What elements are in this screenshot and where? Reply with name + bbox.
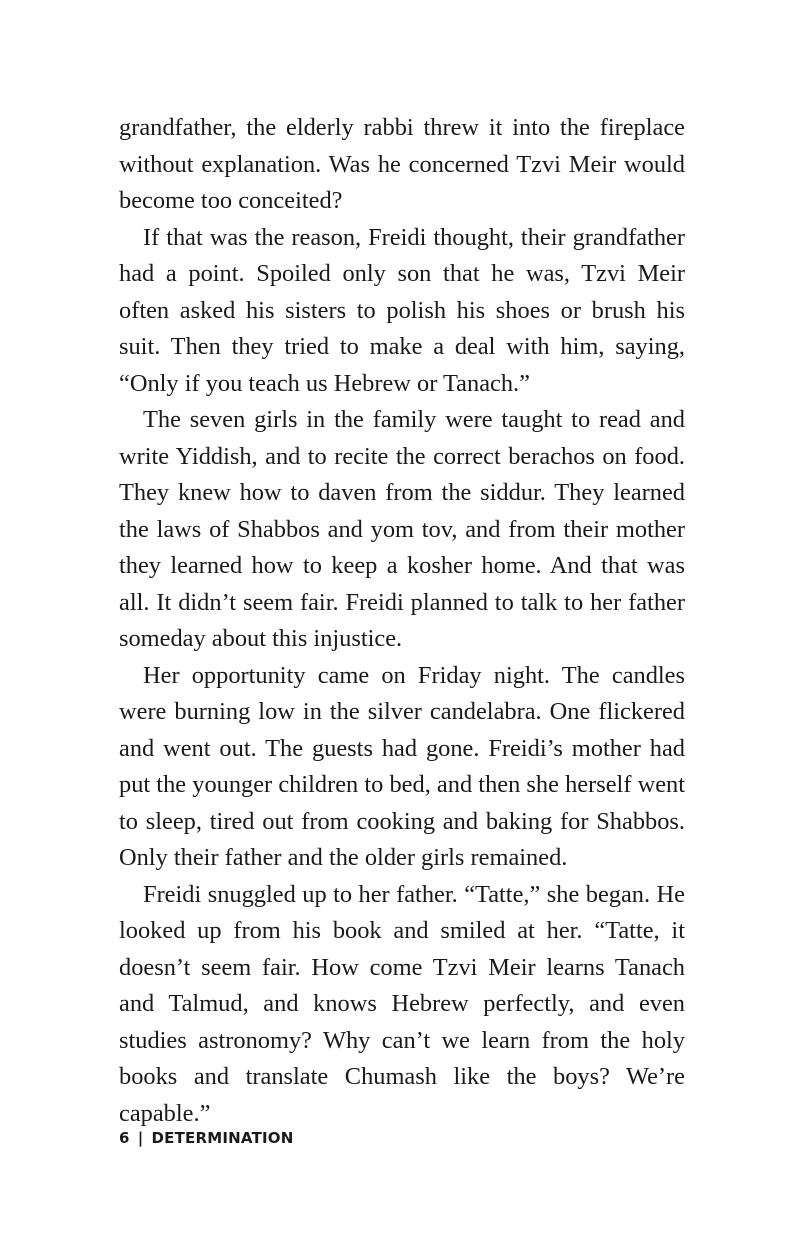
paragraph-2: If that was the reason, Freidi thought, their grandfather had a point. Spoiled only son that he was, Tzvi Meir often asked his sisters to polish his shoes or brush his suit. Then they tried to make a deal with him, saying, “Only if you teach us Hebrew or Tanach.”	[119, 223, 685, 397]
paragraph-3: The seven girls in the family were taught to read and write Yiddish, and to recite the correct berachos on food. They knew how to daven from the siddur. They learned the laws of Shabbos and yom tov, and from their mother they learned how to keep a kosher home. And that was all. It didn’t seem fair. Freidi planned to talk to her father someday about this injustice.	[119, 406, 685, 652]
footer-separator: |	[137, 1129, 144, 1147]
page-body	[119, 110, 685, 1132]
paragraph-4: Her opportunity came on Friday night. The candles were burning low in the silver candelabra. One flickered and went out. The guests had gone. Freidi’s mother had put the younger children to bed, and then she herself went to sleep, tired out from cooking and baking for Shabbos. Only their father and the older girls remained.	[119, 661, 685, 871]
page-footer	[119, 1129, 293, 1147]
page-number: 6	[119, 1129, 130, 1147]
paragraph-5: Freidi snuggled up to her father. “Tatte,” she began. He looked up from his book and smiled at her. “Tatte, it doesn’t seem fair. How come Tzvi Meir learns Tanach and Talmud, and knows Hebrew perfectly, and even studies astronomy? Why can’t we learn from the holy books and translate Chumash like the boys? We’re capable.”	[119, 880, 685, 1127]
paragraph-1: grandfather, the elderly rabbi threw it into the fireplace without explanation. Was he concerned Tzvi Meir would become too conceited?	[119, 114, 685, 214]
running-title: DETERMINATION	[151, 1129, 294, 1147]
